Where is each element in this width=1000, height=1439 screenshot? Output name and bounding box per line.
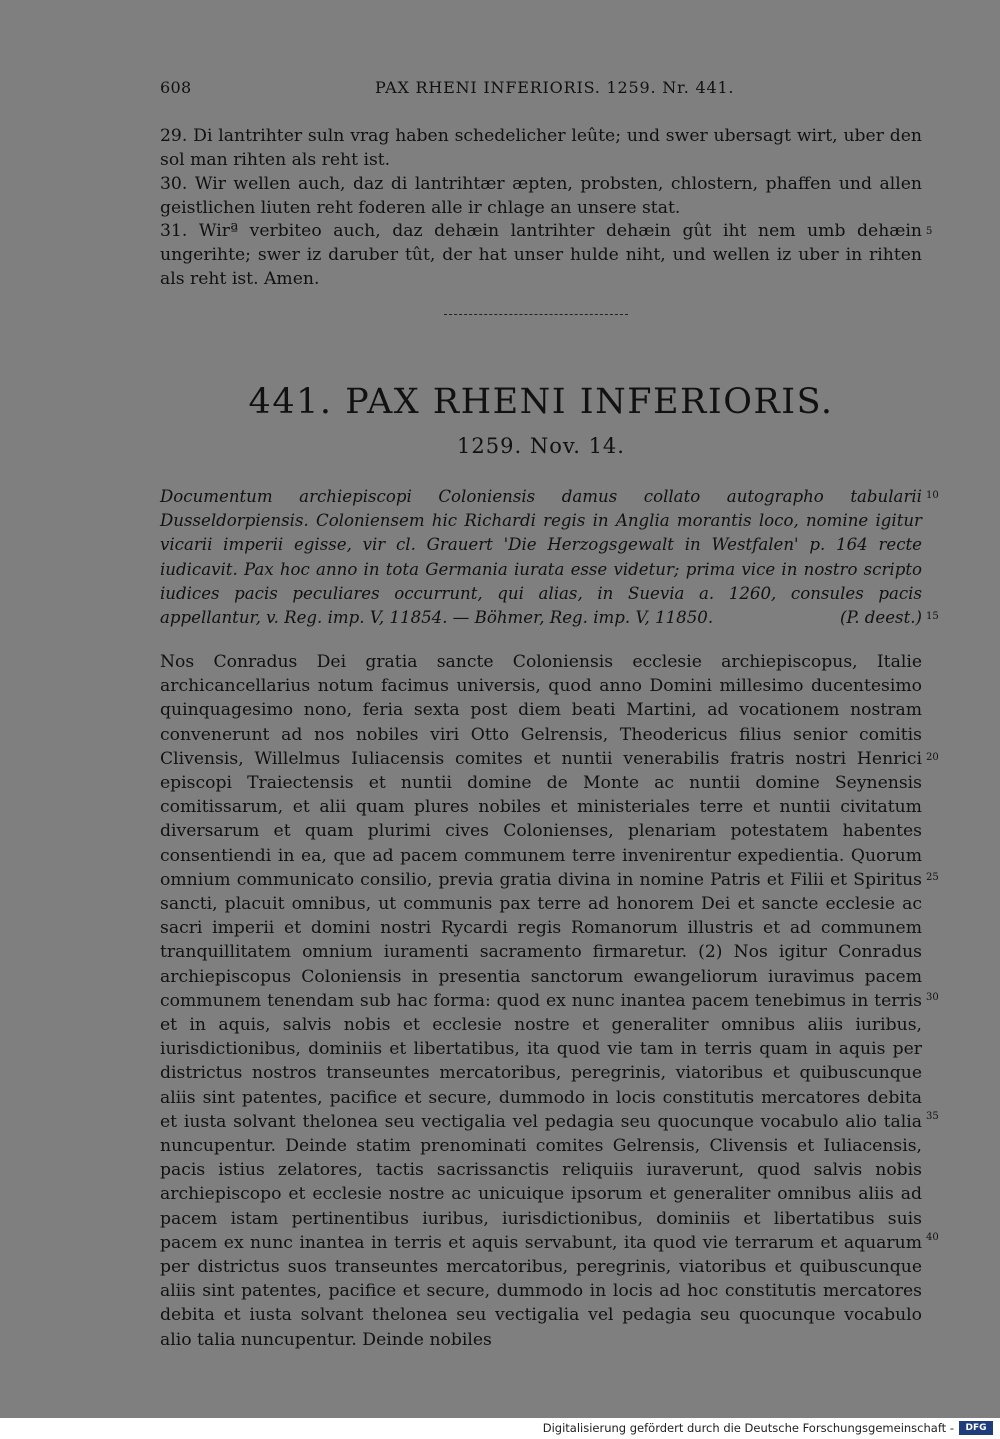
line-number: 15 — [926, 611, 939, 622]
line-number: 5 — [926, 226, 933, 237]
prev-paragraph-31: 31. Wirª verbiteo auch, daz dehæin lantrihter dehæin gût iht nem umb dehæin ungerihte; swer iz daruber tût, der hat unser hulde niht, und wellen iz uber in rihten als reht ist. Amen. — [160, 221, 922, 290]
line-number: 20 — [926, 752, 939, 763]
running-header — [160, 78, 920, 102]
dfg-logo[interactable]: DFG — [959, 1421, 993, 1435]
intro-note: (P. deest.) — [839, 608, 922, 628]
running-title: PAX RHENI INFERIORIS. 1259. Nr. 441. — [375, 78, 735, 97]
section-separator — [444, 314, 628, 315]
body-paragraph: Nos Conradus Dei gratia sancte Coloniensis ecclesie archiepiscopus, Italie archicancellarius notum facimus universis, quod anno Domini millesimo ducentesimo quinquagesimo nono, feria sexta post diem beati Martini, ad vocationem nostram convenerunt ad nos nobiles viri Otto Gelrensis, Theodericus filius senior comitis Clivensis, Willelmus Iuliacensis comites et nuntii venerabilis fratris nostri Henrici episcopi Traiectensis et nuntii domine de Monte ac nuntii domine Seynensis comitissarum, et alii quam plures nobiles et ministeriales terre et nuntii civitatum diversarum et quam plurimi cives Colonienses, plenariam potestatem habentes consentiendi in ea, que ad pacem communem terre invenirentur expedientia. Quorum omnium communicato consilio, previa gratia divina in nomine Patris et Filii et Spiritus sancti, placuit omnibus, ut communis pax terre ad honorem Dei et sancte ecclesie ac sacri imperii et domini nostri Rycardi regis Romanorum illustris et ad communem tranquillitatem omnium iuramenti sacramento firmaretur. (2) Nos igitur Conradus archiepiscopus Coloniensis in presentia sanctorum ewangeliorum iuravimus pacem communem tenendam sub hac forma: quod ex nunc inantea pacem tenebimus in terris et in aquis, salvis nobis et ecclesie nostre et generaliter omnibus aliis iuribus, iurisdictionibus, dominiis et libertatibus, ita quod vie tam in terris quam in aquis per districtus nostros transeuntes mercatoribus, peregrinis, viatoribus et quibuscunque aliis sint patentes, pacifice et secure, dummodo in locis constitutis mercatores debita et iusta solvant thelonea seu vectigalia vel pedagia seu quocunque vocabulo alio talia nuncupentur. Deinde statim prenominati comites Gelrensis, Clivensis et Iuliacensis, pacis istius zelatores, tactis sacrissanctis reliquiis iuraverunt, quod salvis nobis archiepiscopo et ecclesie nostre ac unicuique ipsorum et generaliter omnibus aliis ad pacem istam pertinentibus iuribus, iurisdictionibus, dominiis et libertatibus suis pacem ex nunc inantea in terris et aquis servabunt, ita quod vie terrarum et aquarum per districtus suos transeuntes mercatoribus, peregrinis, viatoribus et quibuscunque aliis sint patentes, pacifice et secure, dummodo in locis ad hoc constitutis mercatores debita et iusta solvant thelonea seu vectigalia vel pedagia seu quocunque vocabulo alio talia nuncupentur. Deinde nobiles — [160, 652, 922, 1350]
line-number: 35 — [926, 1111, 939, 1122]
intro-text: Documentum archiepiscopi Coloniensis damus collato autographo tabularii Dusseldorpiensis. Coloniensem hic Richardi regis in Anglia morantis loco, nomine igitur vicarii imperii egisse, vir cl. Grauert 'Die Herzogsgewalt in Westfalen' p. 164 recte iudicavit. Pax hoc anno in tota Germania iurata esse videtur; prima vice in nostro scripto iudices pacis peculiares occurrunt, qui alias, in Suevia a. 1260, consules pacis appellantur, v. Reg. imp. V, 11854. — Böhmer, Reg. imp. V, 11850. — [160, 487, 922, 628]
line-number: 30 — [926, 992, 939, 1003]
line-number: 25 — [926, 872, 939, 883]
line-number: 10 — [926, 490, 939, 501]
line-number: 40 — [926, 1232, 939, 1243]
footer-bar — [0, 1418, 1000, 1439]
page-number: 608 — [160, 78, 192, 97]
document-title: 441. PAX RHENI INFERIORIS. — [248, 382, 834, 422]
intro-paragraph — [160, 485, 922, 630]
funding-notice: Digitalisierung gefördert durch die Deutsche Forschungsgemeinschaft - — [542, 1421, 954, 1435]
prev-paragraph-30: 30. Wir wellen auch, daz di lantrihtær æpten, probsten, chlostern, phaffen und allen geistlichen liuten reht foderen alle ir chlage an unsere stat. — [160, 174, 922, 219]
document-date: 1259. Nov. 14. — [457, 434, 625, 458]
prev-paragraph-29: 29. Di lantrihter suln vrag haben schedelicher leûte; und swer ubersagt wirt, uber den sol man rihten als reht ist. — [160, 126, 922, 171]
